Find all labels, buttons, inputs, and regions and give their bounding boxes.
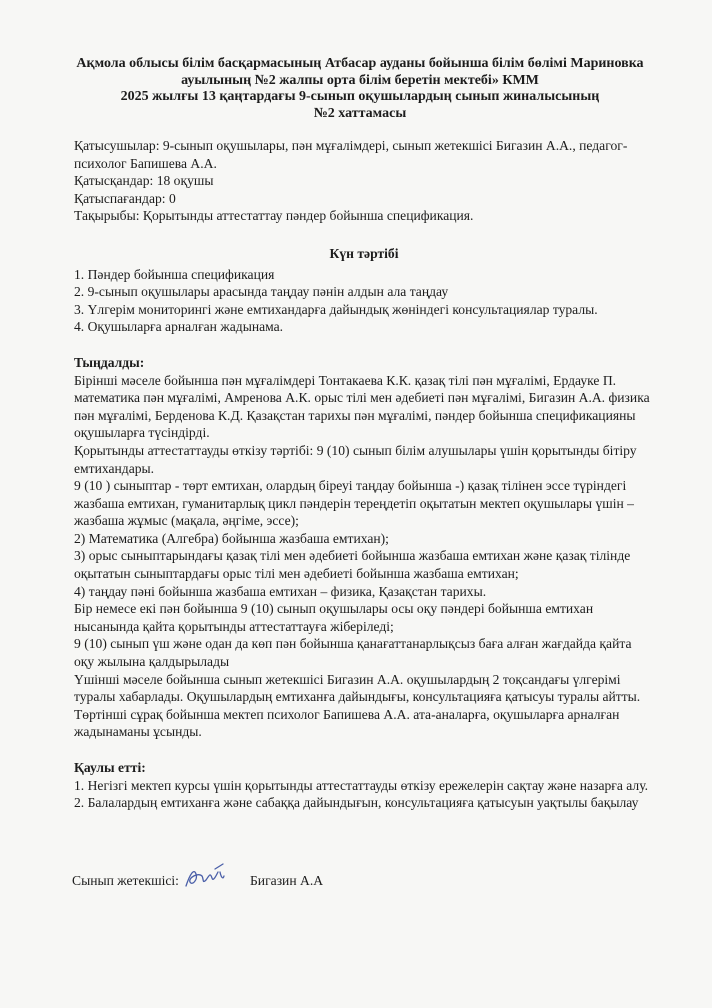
heard-paragraph: 2) Математика (Алгебра) бойынша жазбаша емтихан); (74, 530, 389, 546)
document-body (74, 137, 654, 812)
agenda-item: 4. Оқушыларға арналған жадынама. (74, 319, 284, 335)
present-count: Қатысқандар: 18 оқушы (74, 173, 214, 189)
agenda-title: Күн тәртібі (329, 245, 399, 261)
resolved-item: 2. Балалардың емтиханға және сабаққа дайындығын, консультацияға қатысуын уақтылы бақылау (74, 795, 639, 811)
topic-text: Тақырыбы: Қорытынды аттестаттау пәндер бойынша спецификация. (74, 208, 474, 224)
agenda-item: 1. Пәндер бойынша спецификация (74, 266, 275, 282)
header-line-4: №2 хаттамасы (313, 105, 407, 121)
heard-paragraph: Қорытынды аттестаттауды өткізу тәртібі: 9 (10) сынып білім алушылары үшін қорытынды бітіру емтихандары. (74, 442, 637, 476)
heard-paragraph: 3) орыс сыныптарындағы қазақ тілі мен әдебиеті бойынша жазбаша емтихан және қазақ тілінде оқытатын сыныптардағы орыс тілі мен әдебиеті бойынша жазбаша емтихан; (74, 548, 631, 582)
resolved-item: 1. Негізгі мектеп курсы үшін қорытынды аттестаттауды өткізу ережелерін сақтау және назарға алу. (74, 777, 649, 793)
signature-label: Сынып жетекшісі: (72, 873, 179, 888)
signature-block (72, 870, 372, 900)
header-line-3: 2025 жылғы 13 қаңтардағы 9-сынып оқушылардың сынып жиналысының (120, 89, 600, 104)
heard-paragraph: 9 (10) сынып үш және одан да көп пән бойынша қанағаттанарлықсыз баға алған жағдайда қайта оқу жылына қалдырылады (74, 636, 632, 670)
heard-paragraph: 9 (10 ) сыныптар - төрт емтихан, олардың біреуі таңдау бойынша -) қазақ тілінен эссе түріндегі жазбаша емтихан, гуманитарлық цикл пәндерін тереңдетіп оқытатын мектеп оқушылары үшін – жазбаша жұмыс (мақала, әңгіме, эссе); (74, 478, 634, 529)
signature-name: Бигазин А.А (250, 873, 324, 888)
agenda-item: 2. 9-сынып оқушылары арасында таңдау пәнін алдын ала таңдау (74, 284, 449, 300)
header-line-2: ауылының №2 жалпы орта білім беретін мектебі» КММ (181, 72, 539, 88)
heard-paragraph: 4) таңдау пәні бойынша жазбаша емтихан – физика, Қазақстан тарихы. (74, 583, 487, 599)
heard-paragraph: Бір немесе екі пән бойынша 9 (10) сынып оқушылары осы оқу пәндері бойынша емтихан нысанында қайта қорытынды аттестаттауға жіберіледі; (74, 601, 594, 634)
heard-paragraph: Үшінші мәселе бойынша сынып жетекшісі Бигазин А.А. оқушылардың 2 тоқсандағы үлгерімі туралы хабарлады. Оқушылардың емтиханға дайындығы, консультацияға қатысуы туралы айтты. (74, 671, 641, 705)
agenda-item: 3. Үлгерім мониторингі және емтихандарға дайындық жөніндегі консультациялар туралы. (74, 301, 598, 317)
header-line-1: Ақмола облысы білім басқармасының Атбасар ауданы бойынша білім бөлімі Мариновка (76, 56, 644, 71)
absent-count: Қатыспағандар: 0 (74, 190, 176, 206)
heard-paragraph: Бірінші мәселе бойынша пән мұғалімдері Тонтакаева К.К. қазақ тілі пән мұғалімі, Ердауке П. математика пән мұғалімі, Амренова А.К. орыс тілі мен әдебиеті пән мұғалімі, Бигазин А.А. физика пән мұғалімі, Берденова К.Д. Қазақстан тарихы пән мұғалімі, пәндер бойынша спецификацияны оқушыларға түсіндірді. (74, 372, 650, 441)
participants-text: Қатысушылар: 9-сынып оқушылары, пән мұғалімдері, сынып жетекшісі Бигазин А.А., педагог-психолог Бапишева А.А. (74, 138, 628, 171)
handwritten-signature-icon (182, 860, 226, 894)
heard-paragraph: Төртінші сұрақ бойынша мектеп психолог Бапишева А.А. ата-аналарға, оқушыларға арналған жадынаманы ұсынды. (74, 706, 620, 740)
resolved-title: Қаулы етті: (74, 760, 146, 775)
heard-title: Тыңдалды: (74, 354, 145, 370)
document-header (70, 56, 650, 122)
